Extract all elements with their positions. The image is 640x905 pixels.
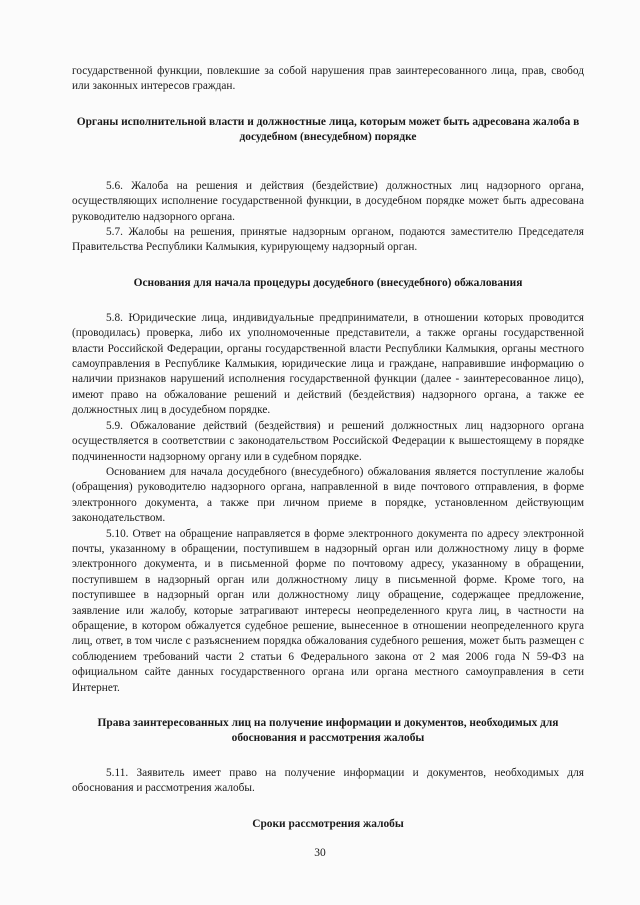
intro-paragraph: государственной функции, повлекшие за собой нарушения прав заинтересованного лица, прав, свобод или законных интересов граждан. — [72, 65, 584, 93]
paragraph-5-8: 5.8. Юридические лица, индивидуальные предприниматели, в отношении которых проводится (проводилась) проверка, либо их уполномоченные представители, а также органы государственной власти Российской Федерации, органы государственной власти Республики Калмыкия, органы местного самоуправления в Республике Калмыкия, юридические лица и граждане, направившие информацию о наличии признаков нарушений исполнения государственной функции (далее - заинтересованное лицо), имеют право на обжалование решений и действий (бездействия) надзорного органа, а также ее должностных лиц в досудебном порядке. — [72, 311, 584, 417]
paragraph-5-10: 5.10. Ответ на обращение направляется в форме электронного документа по адресу электронной почты, указанному в обращении, поступившем в надзорный орган или должностному лицу в форме электронного документа, и в письменной форме по почтовому адресу, указанному в обращении, поступившем в надзорный орган или должностному лицу в письменной форме. Кроме того, на поступившее в надзорный орган или должностному лицу обращение, содержащее предложение, заявление или жалобу, которые затрагивают интересы неопределенного круга лиц, в частности на обращение, в котором обжалуется судебное решение, вынесенное в отношении неопределенного круга лиц, ответ, в том числе с разъяснением порядка обжалования судебного решения, может быть размещен с соблюдением требований части 2 статьи 6 Федерального закона от 2 мая 2006 года N 59-ФЗ на официальном сайте данных государственного органа или органа местного самоуправления в сети Интернет. — [72, 527, 584, 694]
paragraph-appeal-basis: Основанием для начала досудебного (внесудебного) обжалования является поступление жалобы (обращения) руководителю надзорного органа, направленной в виде почтового отправления, в форме электронного документа, а также при личном приеме в порядке, установленном действующим законодательством. — [72, 465, 584, 525]
section-heading-appeal-grounds: Основания для начала процедуры досудебного (внесудебного) обжалования — [133, 276, 523, 289]
paragraph-5-7: 5.7. Жалобы на решения, принятые надзорным органом, подаются заместителю Председателя Правительства Республики Калмыкия, курирующему надзорный орган. — [72, 226, 584, 254]
paragraph-5-11: 5.11. Заявитель имеет право на получение информации и документов, необходимых для обоснования и рассмотрения жалобы. — [72, 767, 584, 795]
section-heading-appeal-bodies: Органы исполнительной власти и должностные лица, которым может быть адресована жалоба в досудебном (внесудебном) порядке — [76, 115, 580, 143]
paragraph-5-6: 5.6. Жалоба на решения и действия (бездействие) должностных лиц надзорного органа, осуществляющих исполнение государственной функции, в досудебном порядке может быть адресована руководителю надзорного органа. — [72, 179, 584, 223]
page-number: 30 — [314, 847, 326, 859]
paragraph-5-9: 5.9. Обжалование действий (бездействия) и решений должностных лиц надзорного органа осуществляется в соответствии с законодательством Российской Федерации к вышестоящему в порядке подчиненности надзорному органу или в судебном порядке. — [72, 419, 584, 463]
section-heading-rights: Права заинтересованных лиц на получение информации и документов, необходимых для обоснования и рассмотрения жалобы — [97, 717, 559, 744]
section-heading-review-terms: Сроки рассмотрения жалобы — [252, 817, 404, 830]
